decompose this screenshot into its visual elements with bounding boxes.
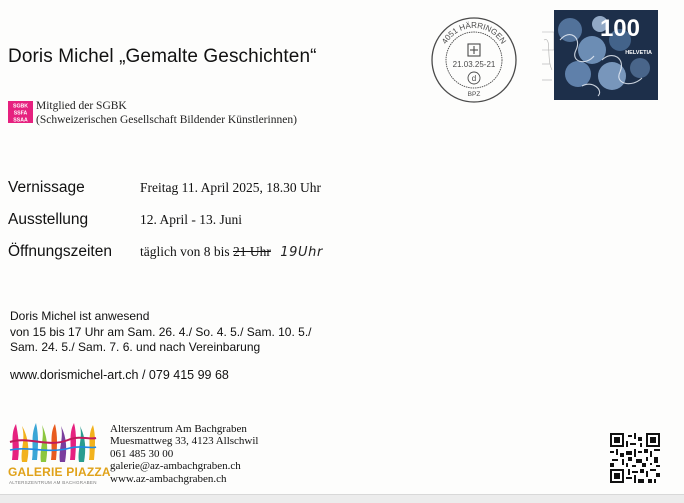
presence-line3: Sam. 24. 5./ Sam. 7. 6. und nach Vereinbarung [10,340,261,354]
address-email: galerie@az-ambachgraben.ch [110,460,241,473]
card-bottom-edge [0,494,684,503]
postmark [428,14,520,106]
svg-text:HELVETIA: HELVETIA [625,50,652,56]
ausstellung-label: Ausstellung [8,211,89,228]
artist-presence [10,309,312,356]
sgbk-line2: (Schweizerischen Gesellschaft Bildender Künstlerinnen) [36,114,297,126]
presence-line1: Doris Michel ist anwesend [10,309,150,323]
vernissage-label: Vernissage [8,179,85,196]
gallery-subtitle: ALTERSZENTRUM AM BACHGRABEN [9,480,97,485]
oeffnungszeiten-label: Öffnungszeiten [8,243,112,260]
sgbk-membership [36,99,297,127]
postage-stamp [542,10,660,102]
hours-handwritten: 19Uhr [280,245,323,260]
artist-contact: www.dorismichel-art.ch / 079 415 99 68 [10,368,229,382]
svg-text:d: d [471,74,477,83]
svg-text:SSAA: SSAA [13,117,28,123]
gallery-address [110,423,259,485]
hours-text: täglich von 8 bis [140,244,230,259]
svg-text:SSFA: SSFA [13,110,28,117]
svg-text:BPZ: BPZ [467,91,481,98]
qr-code-icon [610,433,660,483]
svg-text:100: 100 [599,15,640,42]
sgbk-logo [8,101,33,123]
ausstellung-value: 12. April - 13. Juni [140,212,243,227]
address-website: www.az-ambachgraben.ch [110,472,227,485]
address-line1: Alterszentrum Am Bachgraben [110,423,247,435]
exhibition-title: Doris Michel „Gemalte Geschichten“ [8,46,317,67]
svg-text:4051 HÄRRINGEN: 4051 HÄRRINGEN [440,20,508,46]
galerie-piazza-logo [8,420,98,466]
svg-text:SGBK: SGBK [13,103,28,110]
presence-line2: von 15 bis 17 Uhr am Sam. 26. 4./ So. 4. 5./ Sam. 10. 5./ [10,324,312,339]
vernissage-value: Freitag 11. April 2025, 18.30 Uhr [140,180,321,195]
oeffnungszeiten-value [140,244,323,260]
address-line2: Muesmattweg 33, 4123 Allschwil [110,435,259,448]
sgbk-line1: Mitglied der SGBK [36,100,127,112]
gallery-name: GALERIE PIAZZA [8,465,111,479]
svg-text:21.03.25-21: 21.03.25-21 [452,60,496,69]
hours-struck: 21 Uhr [233,244,271,259]
address-phone: 061 485 30 00 [110,447,174,460]
